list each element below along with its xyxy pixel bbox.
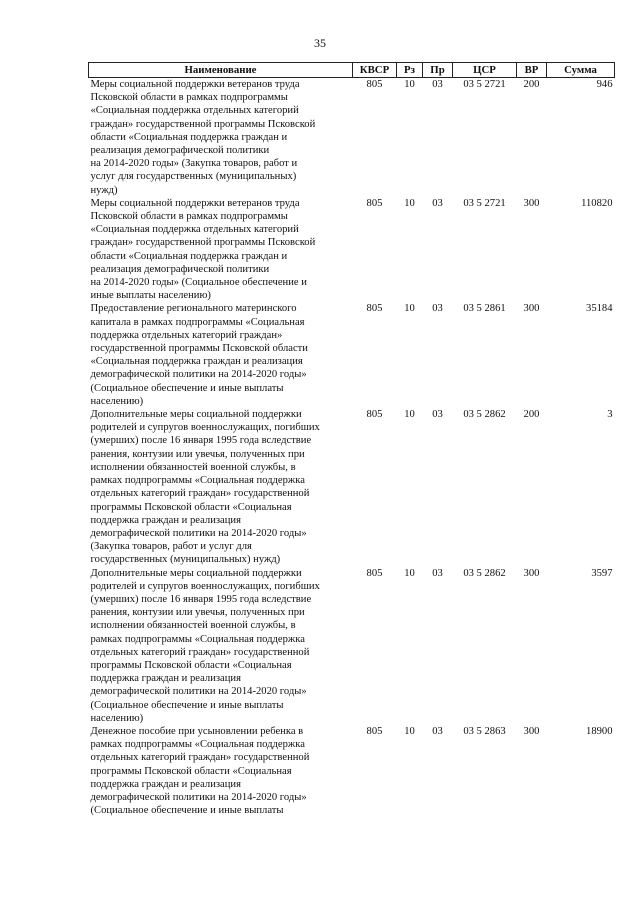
- row-name-line: Псковской области в рамках подпрограммы: [90, 211, 288, 223]
- cell-kvsr: 805: [366, 197, 383, 209]
- header-sum: Сумма: [547, 63, 615, 78]
- cell-vr: 300: [523, 567, 540, 579]
- row-name: [89, 725, 353, 817]
- row-name-line: государственной программы Псковской области: [90, 343, 308, 355]
- table-row: [89, 302, 615, 408]
- row-name-line: области «Социальная поддержка граждан и: [90, 131, 288, 143]
- row-name-line: поддержка граждан и реализация: [90, 673, 241, 685]
- cell-sum: 110820: [581, 197, 613, 209]
- table-row: [89, 408, 615, 566]
- row-name-line: на 2014-2020 годы» (Социальное обеспечение и: [90, 277, 307, 289]
- row-name-line: исполнении обязанностей военной службы, в: [90, 461, 296, 473]
- row-name-line: исполнении обязанностей военной службы, в: [90, 620, 296, 632]
- header-kvsr: КВСР: [353, 63, 397, 78]
- row-name-line: услуг для государственных (муниципальных): [90, 171, 297, 183]
- cell-pr: 03: [432, 303, 443, 315]
- cell-rz: 10: [404, 409, 415, 421]
- cell-sum: 35184: [586, 303, 613, 315]
- row-name-line: Дополнительные меры социальной поддержки: [90, 409, 302, 421]
- cell-rz: 10: [404, 725, 415, 737]
- row-name-line: «Социальная поддержка отдельных категорий: [90, 105, 299, 117]
- cell-vr: 300: [523, 197, 540, 209]
- cell-kvsr: 805: [366, 409, 383, 421]
- row-name-line: поддержка граждан и реализация: [90, 514, 241, 526]
- row-name-line: населению): [90, 712, 144, 724]
- row-name-line: Предоставление регионального материнского: [90, 303, 297, 315]
- cell-pr: 03: [432, 409, 443, 421]
- row-name-line: населению): [90, 395, 144, 407]
- cell-vr: 200: [523, 79, 540, 90]
- page-number: 35: [314, 36, 326, 50]
- cell-sum: 3597: [591, 567, 613, 579]
- cell-vr: 300: [523, 725, 540, 737]
- cell-pr: 03: [432, 567, 443, 579]
- row-name-line: (Социальное обеспечение и иные выплаты: [90, 382, 284, 394]
- row-name-line: Псковской области в рамках подпрограммы: [90, 92, 288, 104]
- row-name-line: иные выплаты населению): [90, 290, 211, 302]
- cell-pr: 03: [432, 725, 443, 737]
- row-name-line: демографической политики на 2014-2020 годы»: [90, 527, 307, 539]
- row-name: [89, 302, 353, 408]
- row-name-line: ранения, контузии или увечья, полученных при: [90, 607, 305, 619]
- row-name-line: Меры социальной поддержки ветеранов труда: [90, 197, 300, 209]
- cell-sum: 18900: [586, 725, 613, 737]
- row-name-line: реализация демографической политики: [90, 145, 270, 157]
- cell-csr: 03 5 2863: [463, 725, 506, 737]
- cell-kvsr: 805: [366, 725, 383, 737]
- cell-rz: 10: [404, 79, 415, 90]
- row-name-line: ранения, контузии или увечья, полученных при: [90, 448, 305, 460]
- row-name-line: граждан» государственной программы Псковской: [90, 118, 316, 130]
- cell-vr: 300: [523, 303, 540, 315]
- row-name-line: капитала в рамках подпрограммы «Социальная: [90, 316, 305, 328]
- table-row: [89, 567, 615, 725]
- row-name-line: (Социальное обеспечение и иные выплаты: [90, 805, 284, 817]
- table-row: [89, 725, 615, 817]
- cell-rz: 10: [404, 197, 415, 209]
- row-name-line: Меры социальной поддержки ветеранов труда: [90, 79, 300, 90]
- row-name: [89, 408, 353, 566]
- cell-csr: 03 5 2861: [463, 303, 506, 315]
- row-name-line: демографической политики на 2014-2020 годы»: [90, 791, 307, 803]
- row-name-line: отдельных категорий граждан» государственной: [90, 488, 310, 500]
- table-row: [89, 197, 615, 303]
- row-name-line: Денежное пособие при усыновлении ребенка в: [90, 725, 304, 737]
- header-vr: ВР: [517, 63, 547, 78]
- cell-sum: 946: [596, 79, 613, 90]
- row-name-line: отдельных категорий граждан» государственной: [90, 646, 310, 658]
- cell-csr: 03 5 2721: [463, 197, 506, 209]
- cell-rz: 10: [404, 567, 415, 579]
- row-name-line: программы Псковской области «Социальная: [90, 659, 292, 671]
- cell-csr: 03 5 2862: [463, 567, 506, 579]
- header-row: [89, 63, 615, 78]
- row-name-line: поддержка граждан и реализация: [90, 778, 241, 790]
- cell-csr: 03 5 2721: [463, 79, 506, 90]
- row-name-line: граждан» государственной программы Псковской: [90, 237, 316, 249]
- cell-kvsr: 805: [366, 303, 383, 315]
- row-name-line: реализация демографической политики: [90, 263, 270, 275]
- row-name: [89, 567, 353, 725]
- row-name-line: (Закупка товаров, работ и услуг для: [90, 541, 252, 553]
- cell-kvsr: 805: [366, 79, 383, 90]
- header-pr: Пр: [423, 63, 453, 78]
- row-name-line: родителей и супругов военнослужащих, погибших: [90, 422, 320, 434]
- row-name-line: отдельных категорий граждан» государственной: [90, 752, 310, 764]
- row-name-line: (умерших) после 16 января 1995 года вследствие: [90, 435, 312, 447]
- row-name-line: демографической политики на 2014-2020 годы»: [90, 686, 307, 698]
- table-header: [89, 63, 615, 78]
- row-name-line: «Социальная поддержка отдельных категорий: [90, 224, 299, 236]
- row-name-line: Дополнительные меры социальной поддержки: [90, 567, 302, 579]
- table-body: [89, 78, 615, 818]
- header-csr: ЦСР: [453, 63, 517, 78]
- row-name-line: программы Псковской области «Социальная: [90, 765, 292, 777]
- row-name-line: поддержка отдельных категорий граждан»: [90, 329, 283, 341]
- row-name-line: демографической политики на 2014-2020 годы»: [90, 369, 307, 381]
- row-name-line: (умерших) после 16 января 1995 года вследствие: [90, 593, 312, 605]
- row-name-line: «Социальная поддержка граждан и реализация: [90, 356, 303, 368]
- row-name-line: области «Социальная поддержка граждан и: [90, 250, 288, 262]
- cell-sum: 3: [607, 409, 613, 421]
- row-name-line: (Социальное обеспечение и иные выплаты: [90, 699, 284, 711]
- row-name-line: нужд): [90, 184, 118, 196]
- row-name-line: родителей и супругов военнослужащих, погибших: [90, 580, 320, 592]
- cell-kvsr: 805: [366, 567, 383, 579]
- row-name-line: рамках подпрограммы «Социальная поддержка: [90, 475, 305, 487]
- row-name-line: рамках подпрограммы «Социальная поддержка: [90, 739, 305, 751]
- budget-table: [88, 62, 615, 817]
- row-name-line: государственных (муниципальных) нужд): [90, 554, 281, 566]
- row-name-line: рамках подпрограммы «Социальная поддержка: [90, 633, 305, 645]
- row-name-line: на 2014-2020 годы» (Закупка товаров, работ и: [90, 158, 298, 170]
- row-name: [89, 78, 353, 197]
- header-name: Наименование: [89, 63, 353, 78]
- table-row: [89, 78, 615, 197]
- cell-csr: 03 5 2862: [463, 409, 506, 421]
- cell-pr: 03: [432, 197, 443, 209]
- row-name-line: программы Псковской области «Социальная: [90, 501, 292, 513]
- row-name: [89, 197, 353, 303]
- cell-rz: 10: [404, 303, 415, 315]
- cell-pr: 03: [432, 79, 443, 90]
- header-rz: Рз: [397, 63, 423, 78]
- cell-vr: 200: [523, 409, 540, 421]
